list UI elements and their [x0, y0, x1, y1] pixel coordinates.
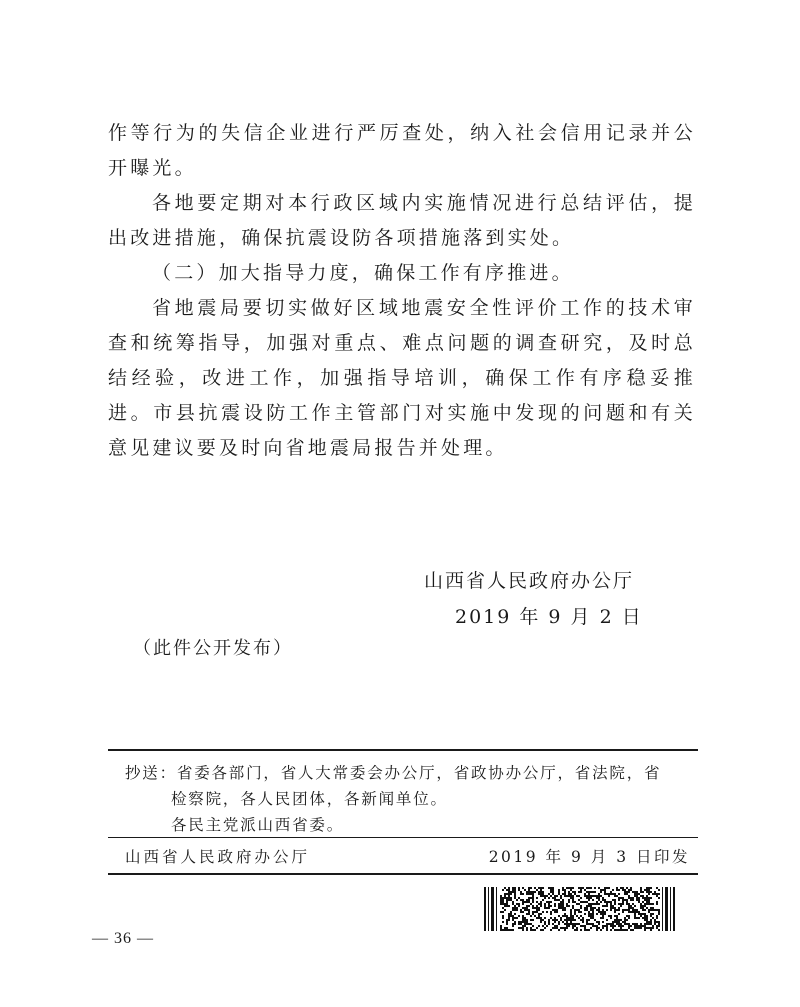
paragraph-evaluation: 各地要定期对本行政区域内实施情况进行总结评估，提出改进措施，确保抗震设防各项措施落到实处。 [108, 192, 696, 249]
paragraph-guidance: 省地震局要切实做好区域地震安全性评价工作的技术审查和统筹指导，加强对重点、难点问题的调查研究，及时总结经验，改进工作，加强指导培训，确保工作有序稳妥推进。市县抗震设防工作主管部门对实施中发现的问题和有关意见建议要及时向省地震局报告并处理。 [108, 297, 696, 459]
issuer-signature: 山西省人民政府办公厅 [424, 570, 635, 592]
paragraph-continuation: 作等行为的失信企业进行严厉查处，纳入社会信用记录并公开曝光。 [108, 122, 696, 179]
divider-top [108, 749, 698, 751]
document-body [108, 116, 696, 466]
public-release-notice: （此件公开发布） [133, 638, 293, 659]
printer-name: 山西省人民政府办公厅 [125, 848, 311, 866]
page-number: — 36 — [92, 930, 154, 947]
copy-to-line-1: 抄送：省委各部门，省人大常委会办公厅，省政协办公厅，省法院，省 [125, 764, 662, 782]
copy-to-line-2: 检察院，各人民团体，各新闻单位。 [171, 790, 448, 808]
divider-middle [108, 837, 698, 838]
section-heading: （二）加大指导力度，确保工作有序推进。 [152, 262, 574, 284]
issue-date: 2019 年 9 月 2 日 [455, 606, 643, 628]
divider-bottom [108, 873, 698, 875]
copy-to-line-3: 各民主党派山西省委。 [171, 816, 345, 834]
print-date: 2019 年 9 月 3 日印发 [488, 848, 690, 866]
barcode-icon [484, 887, 678, 931]
copy-to-block [125, 760, 695, 838]
